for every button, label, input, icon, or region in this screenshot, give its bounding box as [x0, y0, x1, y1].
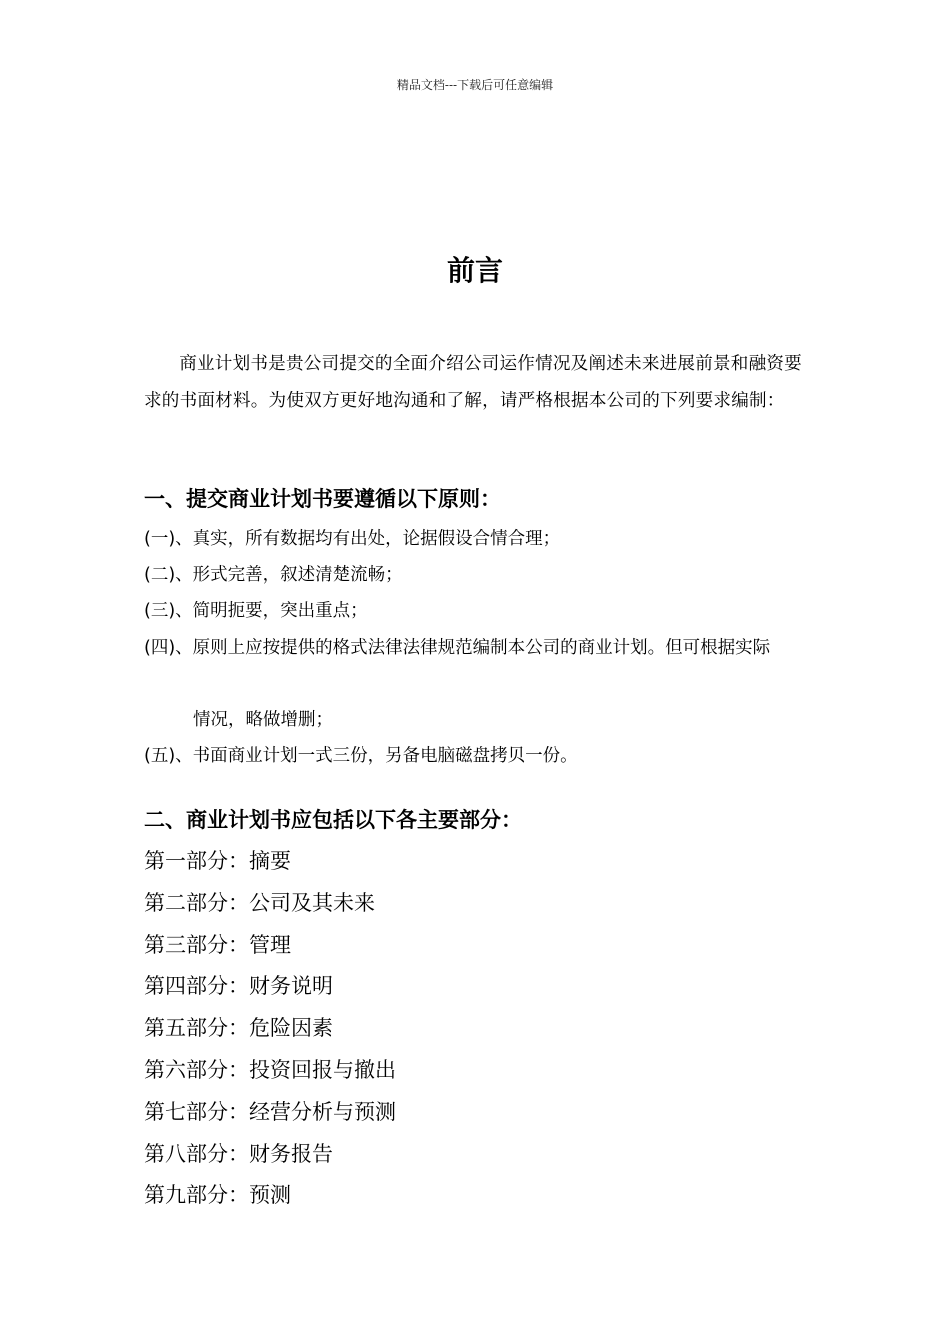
document-title: 前言: [446, 254, 503, 287]
part-list-item: 第六部分：投资回报与撤出: [144, 1058, 396, 1082]
principle-item: (一)、真实，所有数据均有出处，论据假设合情合理；: [144, 529, 561, 549]
part-list-item: 第五部分：危险因素: [144, 1016, 333, 1040]
part-list-item: 第七部分：经营分析与预测: [144, 1100, 396, 1124]
page-header-watermark: 精品文档---下载后可任意编辑: [396, 78, 554, 92]
part-list-item: 第九部分：预测: [144, 1183, 291, 1207]
principle-item: (三)、简明扼要，突出重点；: [144, 601, 368, 621]
principle-item: (二)、形式完善，叙述清楚流畅；: [144, 565, 403, 585]
principle-item: (四)、原则上应按提供的格式法律法律规范编制本公司的商业计划。但可根据实际: [144, 638, 771, 658]
intro-paragraph: 商业计划书是贵公司提交的全面介绍公司运作情况及阐述未来进展前景和融资要求的书面材料。为使双方更好地沟通和了解，请严格根据本公司的下列要求编制：: [144, 354, 802, 411]
part-list-item: 第八部分：财务报告: [144, 1142, 333, 1166]
part-list-item: 第二部分：公司及其未来: [144, 891, 375, 915]
part-list-item: 第三部分：管理: [144, 933, 291, 957]
section-heading-principles: 一、提交商业计划书要遵循以下原则：: [144, 487, 501, 511]
part-list-item: 第四部分：财务说明: [144, 974, 333, 998]
principle-item: (五)、书面商业计划一式三份，另备电脑磁盘拷贝一份。: [144, 746, 578, 766]
part-list-item: 第一部分：摘要: [144, 849, 291, 873]
section-heading-parts: 二、商业计划书应包括以下各主要部分：: [144, 808, 522, 832]
principle-item-continuation: 情况，略做增删；: [193, 710, 333, 730]
